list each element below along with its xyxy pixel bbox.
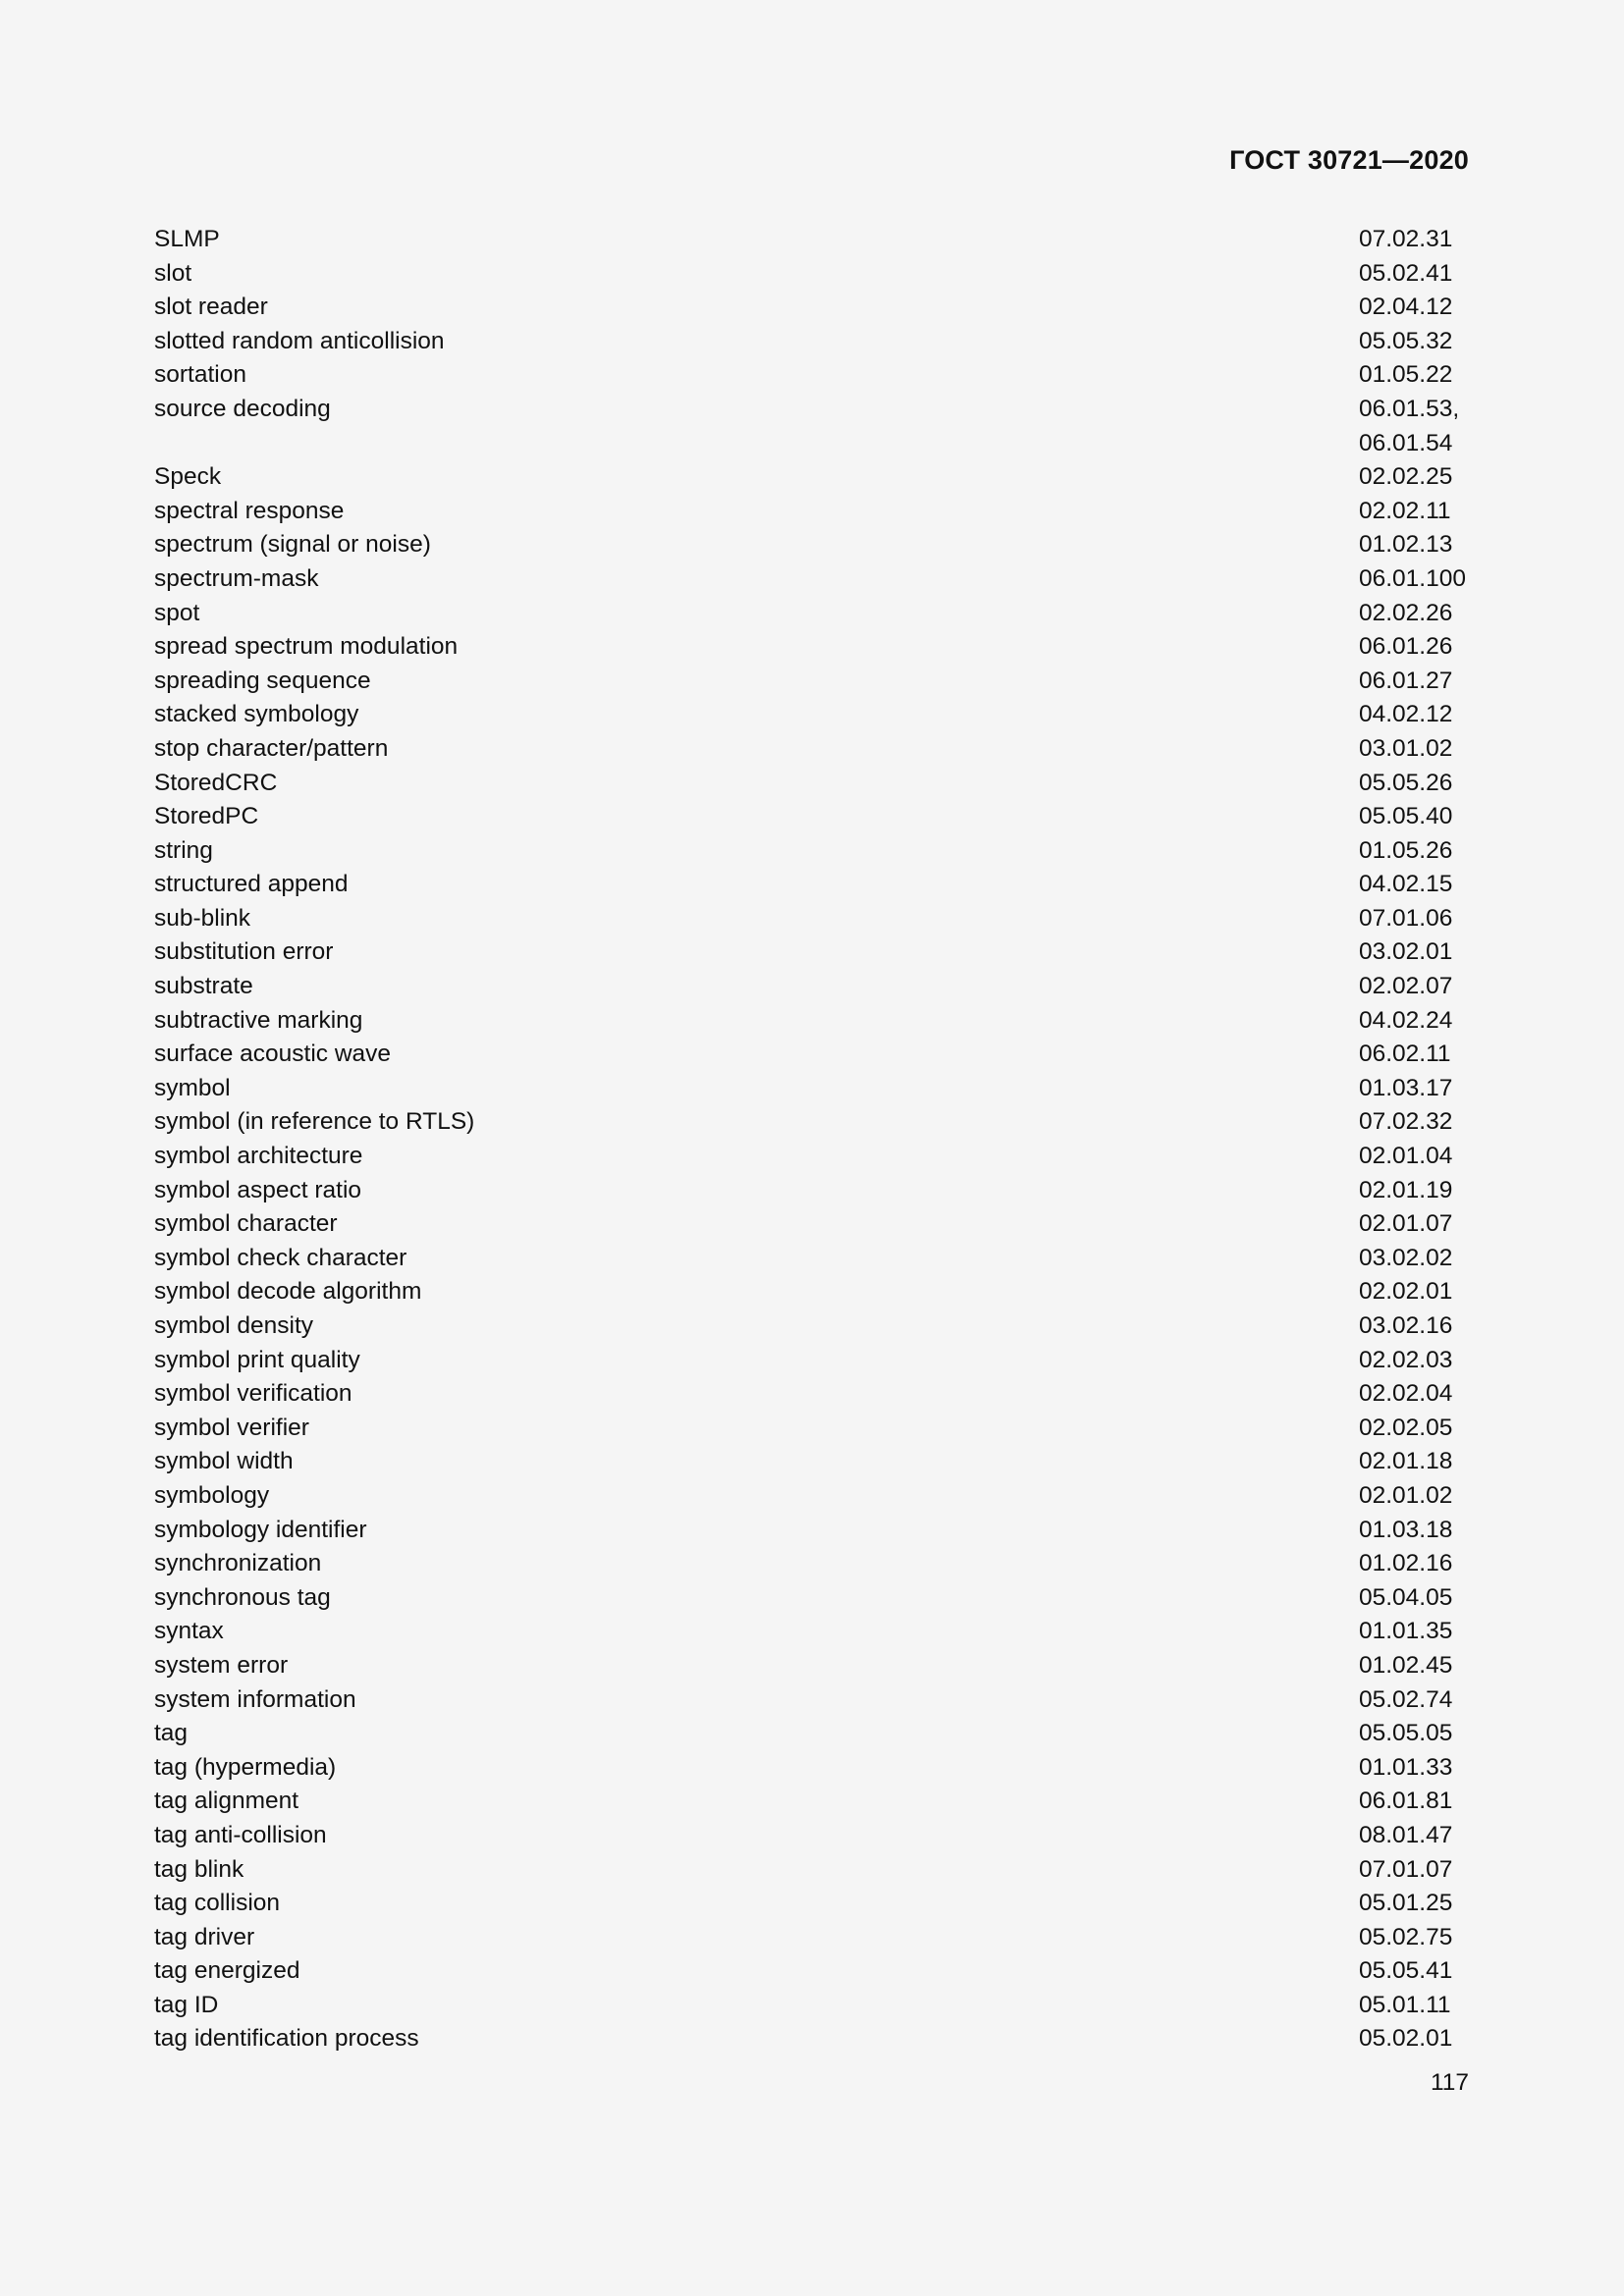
index-refs <box>1359 1174 1470 1208</box>
index-ref-number: 05.05.05 <box>1359 1720 1453 1747</box>
index-ref-number: 04.02.15 <box>1359 871 1453 898</box>
index-entry <box>154 767 1470 801</box>
index-ref-number: 05.01.11 <box>1359 1991 1451 2018</box>
index-term: slotted random anticollision <box>154 327 445 354</box>
index-term: spectrum (signal or noise) <box>154 531 431 559</box>
index-entry <box>154 325 1470 359</box>
index-term: surface acoustic wave <box>154 1041 392 1068</box>
index-refs <box>1359 1581 1470 1616</box>
index-refs <box>1359 1309 1470 1344</box>
index-term: tag blink <box>154 1855 244 1883</box>
index-term: tag energized <box>154 1957 300 1985</box>
index-entry <box>154 902 1470 936</box>
index-refs <box>1359 902 1470 936</box>
index-ref-number: 02.04.12 <box>1359 294 1453 321</box>
index-refs <box>1359 528 1470 562</box>
index-refs <box>1359 2022 1470 2056</box>
index-refs <box>1359 767 1470 801</box>
index-ref-number: 07.02.32 <box>1359 1108 1453 1136</box>
index-entry <box>154 1445 1470 1479</box>
index-refs <box>1359 1649 1470 1683</box>
index-term: tag <box>154 1720 189 1747</box>
index-refs <box>1359 1072 1470 1106</box>
index-term: symbology <box>154 1481 270 1509</box>
index-refs <box>1359 1275 1470 1309</box>
index-entry <box>154 800 1470 834</box>
index-ref-number: 05.05.41 <box>1359 1957 1453 1985</box>
index-entry <box>154 1514 1470 1548</box>
index-refs <box>1359 970 1470 1004</box>
index-entry <box>154 630 1470 665</box>
index-refs <box>1359 1207 1470 1242</box>
index-refs <box>1359 1954 1470 1989</box>
index-entry <box>154 1242 1470 1276</box>
index-refs <box>1359 698 1470 732</box>
index-refs <box>1359 1377 1470 1412</box>
index-ref-number: 01.01.35 <box>1359 1618 1453 1645</box>
index-entry <box>154 1140 1470 1174</box>
index-term: substrate <box>154 973 253 1000</box>
index-ref-number: 05.02.74 <box>1359 1685 1453 1713</box>
index-entry <box>154 1887 1470 1921</box>
index-term: symbol width <box>154 1448 294 1475</box>
index-ref-number: 05.02.75 <box>1359 1923 1453 1950</box>
index-entry <box>154 257 1470 292</box>
index-term: tag anti-collision <box>154 1821 327 1848</box>
index-entry <box>154 495 1470 529</box>
index-ref-number: 05.05.26 <box>1359 769 1453 796</box>
index-refs <box>1359 1615 1470 1649</box>
index-entry <box>154 223 1470 257</box>
index-refs <box>1359 630 1470 665</box>
index-entry <box>154 1412 1470 1446</box>
index-entry <box>154 665 1470 699</box>
index-refs <box>1359 800 1470 834</box>
index-term: spread spectrum modulation <box>154 633 459 661</box>
index-refs <box>1359 393 1470 460</box>
index-ref-number: 02.02.25 <box>1359 463 1453 491</box>
index-entry <box>154 1547 1470 1581</box>
index-refs <box>1359 1887 1470 1921</box>
index-entry <box>154 1479 1470 1514</box>
index-entry <box>154 1615 1470 1649</box>
index-term: syntax <box>154 1618 224 1645</box>
index-ref-number: 02.01.04 <box>1359 1143 1453 1170</box>
index-entry <box>154 1751 1470 1786</box>
index-ref-number: 07.01.06 <box>1359 904 1453 932</box>
index-ref-number: 06.01.54 <box>1359 429 1453 456</box>
index-refs <box>1359 1105 1470 1140</box>
index-ref-number: 02.02.26 <box>1359 599 1453 626</box>
index-entry <box>154 1921 1470 1955</box>
index-ref-number: 02.02.07 <box>1359 973 1453 1000</box>
index-ref-number: 06.01.81 <box>1359 1788 1453 1815</box>
index-entry <box>154 1309 1470 1344</box>
index-ref-number: 01.03.17 <box>1359 1074 1453 1101</box>
index-refs <box>1359 732 1470 767</box>
index-ref-number: 01.05.22 <box>1359 361 1453 389</box>
index-entry <box>154 1989 1470 2023</box>
index-refs <box>1359 935 1470 970</box>
index-ref-number: 06.02.11 <box>1359 1041 1451 1068</box>
index-refs <box>1359 1038 1470 1072</box>
index-refs <box>1359 1547 1470 1581</box>
index-entry <box>154 358 1470 393</box>
index-entry <box>154 1174 1470 1208</box>
index-ref-number: 01.03.18 <box>1359 1516 1453 1543</box>
index-entry <box>154 1004 1470 1039</box>
index-ref-number: 03.01.02 <box>1359 734 1453 762</box>
index-refs <box>1359 1717 1470 1751</box>
index-term: symbol print quality <box>154 1346 360 1373</box>
index-refs <box>1359 1751 1470 1786</box>
index-ref-number: 02.02.04 <box>1359 1380 1453 1408</box>
index-refs <box>1359 325 1470 359</box>
index-entry <box>154 1072 1470 1106</box>
index-term: symbol verifier <box>154 1414 309 1441</box>
index-term: slot reader <box>154 294 268 321</box>
index-term: sortation <box>154 361 246 389</box>
index-ref-number: 07.01.07 <box>1359 1855 1453 1883</box>
index-ref-number: 02.01.02 <box>1359 1481 1453 1509</box>
index-term: synchronous tag <box>154 1583 331 1611</box>
index-refs <box>1359 597 1470 631</box>
index-term: Speck <box>154 463 222 491</box>
index-entry <box>154 935 1470 970</box>
index-term: symbol architecture <box>154 1143 363 1170</box>
index-refs <box>1359 1819 1470 1853</box>
index-ref-number: 02.01.19 <box>1359 1176 1453 1203</box>
index-refs <box>1359 291 1470 325</box>
index-term: symbol aspect ratio <box>154 1176 362 1203</box>
index-ref-number: 08.01.47 <box>1359 1821 1453 1848</box>
index-refs <box>1359 1004 1470 1039</box>
index-refs <box>1359 358 1470 393</box>
index-term: system information <box>154 1685 356 1713</box>
index-ref-number: 05.05.32 <box>1359 327 1453 354</box>
index-entry <box>154 1207 1470 1242</box>
index-ref-number: 05.01.25 <box>1359 1890 1453 1917</box>
index-term: sub-blink <box>154 904 251 932</box>
index-ref-number: 01.02.45 <box>1359 1651 1453 1679</box>
index-term: tag collision <box>154 1890 281 1917</box>
index-refs <box>1359 1683 1470 1718</box>
index-entry <box>154 1683 1470 1718</box>
index-term: synchronization <box>154 1550 322 1577</box>
index-ref-number: 01.02.13 <box>1359 531 1453 559</box>
index-entry <box>154 698 1470 732</box>
index-entry <box>154 291 1470 325</box>
index-ref-number: 03.02.16 <box>1359 1312 1453 1339</box>
index-entry <box>154 1581 1470 1616</box>
index-refs <box>1359 223 1470 257</box>
page-number: 117 <box>1430 2069 1469 2096</box>
index-entry <box>154 1954 1470 1989</box>
index-refs <box>1359 1785 1470 1819</box>
index-refs <box>1359 562 1470 597</box>
index-refs <box>1359 1479 1470 1514</box>
index-term: spectral response <box>154 497 345 524</box>
index-ref-number: 07.02.31 <box>1359 226 1453 252</box>
index-refs <box>1359 1445 1470 1479</box>
index-ref-number: 06.01.26 <box>1359 633 1453 661</box>
index-entry <box>154 1377 1470 1412</box>
index-entry <box>154 2022 1470 2056</box>
index-entry <box>154 1275 1470 1309</box>
index-term: symbol check character <box>154 1244 407 1271</box>
index-ref-number: 06.01.53, <box>1359 395 1460 422</box>
index-entry <box>154 597 1470 631</box>
index-refs <box>1359 834 1470 869</box>
index-refs <box>1359 1412 1470 1446</box>
index-entry <box>154 1717 1470 1751</box>
index-entry <box>154 1785 1470 1819</box>
index-ref-number: 04.02.24 <box>1359 1006 1453 1034</box>
index-entry <box>154 1853 1470 1888</box>
index-refs <box>1359 868 1470 902</box>
index-term: symbol character <box>154 1210 338 1238</box>
index-entry <box>154 970 1470 1004</box>
index-refs <box>1359 1242 1470 1276</box>
index-entry <box>154 562 1470 597</box>
index-term: symbol density <box>154 1312 314 1339</box>
index-refs <box>1359 1989 1470 2023</box>
index-ref-number: 01.05.26 <box>1359 836 1453 864</box>
index-term: system error <box>154 1651 289 1679</box>
index-ref-number: 05.02.01 <box>1359 2025 1453 2053</box>
alphabetical-index <box>154 223 1470 2056</box>
index-refs <box>1359 460 1470 495</box>
index-ref-number: 02.01.07 <box>1359 1210 1453 1238</box>
index-refs <box>1359 495 1470 529</box>
index-ref-number: 03.02.01 <box>1359 938 1453 966</box>
index-entry <box>154 834 1470 869</box>
index-term: SLMP <box>154 226 220 252</box>
index-term: tag alignment <box>154 1788 299 1815</box>
index-term: StoredPC <box>154 803 259 830</box>
index-ref-number: 02.01.18 <box>1359 1448 1453 1475</box>
index-term: stop character/pattern <box>154 734 389 762</box>
index-entry <box>154 732 1470 767</box>
index-ref-number: 01.02.16 <box>1359 1550 1453 1577</box>
index-entry <box>154 1038 1470 1072</box>
index-ref-number: 03.02.02 <box>1359 1244 1453 1271</box>
index-ref-number: 02.02.01 <box>1359 1278 1453 1306</box>
index-ref-number: 06.01.27 <box>1359 667 1453 694</box>
index-term: structured append <box>154 871 349 898</box>
index-term: spot <box>154 599 200 626</box>
index-ref-number: 01.01.33 <box>1359 1753 1453 1781</box>
index-term: substitution error <box>154 938 334 966</box>
index-refs <box>1359 1140 1470 1174</box>
index-entry <box>154 393 1470 460</box>
index-entry <box>154 1344 1470 1378</box>
document-header: ГОСТ 30721—2020 <box>1229 145 1469 175</box>
index-term: symbology identifier <box>154 1516 367 1543</box>
index-term: symbol <box>154 1074 231 1101</box>
index-refs <box>1359 1853 1470 1888</box>
index-term: subtractive marking <box>154 1006 363 1034</box>
index-ref-number: 05.05.40 <box>1359 803 1453 830</box>
index-ref-number: 02.02.03 <box>1359 1346 1453 1373</box>
index-refs <box>1359 1921 1470 1955</box>
index-entry <box>154 1819 1470 1853</box>
index-ref-number: 02.02.05 <box>1359 1414 1453 1441</box>
index-term: StoredCRC <box>154 769 278 796</box>
index-term: spectrum-mask <box>154 564 319 592</box>
index-term: symbol decode algorithm <box>154 1278 422 1306</box>
index-refs <box>1359 1514 1470 1548</box>
index-term: symbol verification <box>154 1380 352 1408</box>
index-ref-number: 02.02.11 <box>1359 497 1451 524</box>
index-refs <box>1359 257 1470 292</box>
index-term: tag identification process <box>154 2025 419 2053</box>
index-term: stacked symbology <box>154 701 359 728</box>
index-term: source decoding <box>154 395 331 422</box>
index-ref-number: 04.02.12 <box>1359 701 1453 728</box>
index-term: tag (hypermedia) <box>154 1753 337 1781</box>
index-term: tag driver <box>154 1923 255 1950</box>
index-ref-number: 05.04.05 <box>1359 1583 1453 1611</box>
index-term: tag ID <box>154 1991 219 2018</box>
index-entry <box>154 1105 1470 1140</box>
index-refs <box>1359 1344 1470 1378</box>
index-entry <box>154 1649 1470 1683</box>
index-term: spreading sequence <box>154 667 371 694</box>
index-term: string <box>154 836 213 864</box>
index-entry <box>154 868 1470 902</box>
index-ref-number: 05.02.41 <box>1359 259 1453 287</box>
index-term: slot <box>154 259 192 287</box>
index-entry <box>154 528 1470 562</box>
index-refs <box>1359 665 1470 699</box>
index-term: symbol (in reference to RTLS) <box>154 1108 475 1136</box>
index-entry <box>154 460 1470 495</box>
index-ref-number: 06.01.100 <box>1359 564 1466 592</box>
